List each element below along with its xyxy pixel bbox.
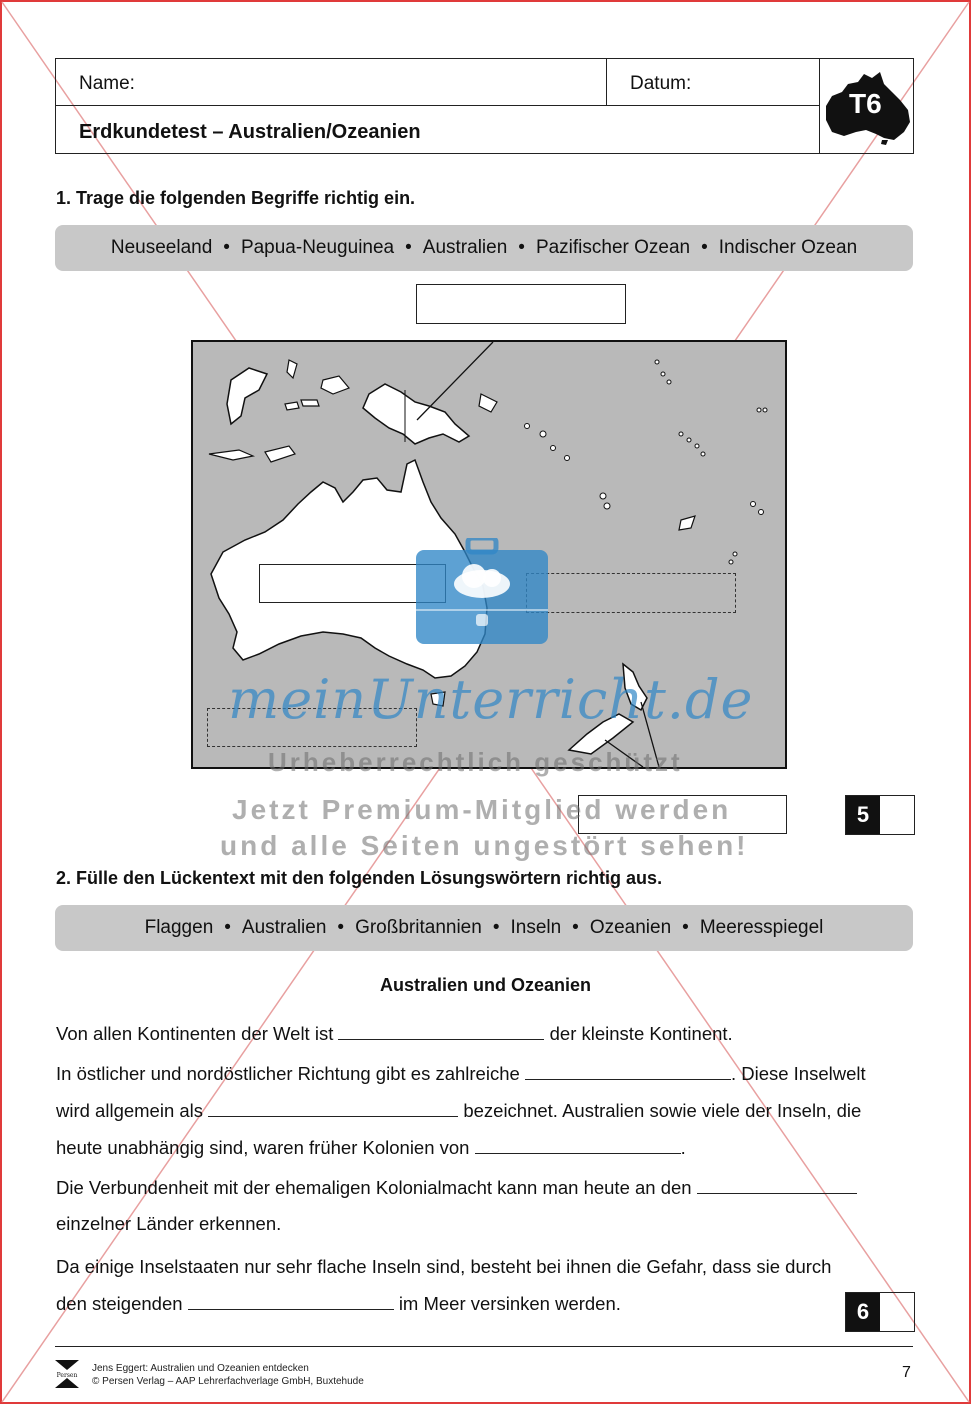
test-title: Erdkundetest – Australien/Ozeanien (79, 121, 421, 143)
term: Neuseeland (110, 237, 213, 258)
page-number: 7 (902, 1364, 911, 1381)
footer-copyright: © Persen Verlag – AAP Lehrerfachverlage GmbH, Buxtehude (92, 1376, 364, 1387)
cloze-line-2 (56, 1063, 866, 1085)
blank-3[interactable] (208, 1100, 458, 1117)
persen-logo-text: Persen (56, 1372, 78, 1379)
score-task1: 5 (846, 796, 880, 834)
cloze-subtitle: Australien und Ozeanien (379, 975, 592, 995)
cloze-line-6: einzelner Länder erkennen. (56, 1213, 282, 1234)
header-divider (55, 105, 819, 106)
term: Australien (241, 917, 327, 938)
briefcase-watermark-icon (416, 538, 548, 644)
cloze-text: der kleinste Kontinent. (549, 1023, 733, 1044)
cloze-line-3 (56, 1100, 861, 1122)
separator: • (518, 237, 525, 258)
cloze-text: wird allgemein als (56, 1100, 204, 1121)
blank-5[interactable] (697, 1177, 857, 1194)
watermark-copyright: Urheberrechtlich geschützt (268, 747, 683, 777)
task1-wordbox (55, 225, 913, 271)
separator: • (405, 237, 412, 258)
term: Großbritannien (355, 917, 482, 938)
task2-heading: 2. Fülle den Lückentext mit den folgenden Lösungswörtern richtig aus. (56, 868, 663, 888)
watermark-premium: Jetzt Premium-Mitglied werden (232, 794, 732, 825)
footer-author: Jens Eggert: Australien und Ozeanien entdecken (92, 1363, 309, 1374)
cloze-line-5 (56, 1177, 857, 1199)
cloze-text: . Diese Inselwelt (730, 1063, 866, 1084)
term: Flaggen (144, 917, 214, 938)
separator: • (492, 917, 500, 938)
task2-wordbox (55, 905, 913, 951)
score-box-task1 (845, 795, 915, 835)
cloze-line-7: Da einige Inselstaaten nur sehr flache Inseln sind, besteht bei ihnen die Gefahr, dass sie durch (56, 1256, 832, 1277)
cloze-line-4 (56, 1137, 686, 1159)
cloze-text: bezeichnet. Australien sowie viele der Inseln, die (463, 1100, 862, 1121)
cloze-text: Die Verbundenheit mit der ehemaligen Kolonialmacht kann man heute an den (56, 1177, 692, 1198)
watermark-brand: meinUnterricht.de (228, 668, 754, 731)
header-divider-badge (819, 58, 820, 153)
label-box-papua-neuguinea[interactable] (416, 284, 626, 324)
watermark-unlock: und alle Seiten ungestört sehen! (220, 830, 749, 861)
separator: • (337, 917, 345, 938)
term: Indischer Ozean (718, 237, 858, 258)
term: Meeresspiegel (699, 917, 824, 938)
label-box-pazifischer-ozean[interactable] (526, 573, 736, 613)
cloze-text: . (680, 1137, 686, 1158)
persen-logo-icon (55, 1360, 79, 1388)
name-label: Name: (79, 73, 135, 94)
blank-6[interactable] (188, 1293, 394, 1310)
date-label: Datum: (630, 73, 692, 94)
cloze-text: heute unabhängig sind, waren früher Kolonien von (56, 1137, 470, 1158)
term: Inseln (510, 917, 562, 938)
cloze-text: Von allen Kontinenten der Welt ist (56, 1023, 334, 1044)
badge-label: T6 (849, 88, 882, 119)
term: Ozeanien (589, 917, 672, 938)
cloze-text: den steigenden (56, 1293, 183, 1314)
separator: • (223, 237, 230, 258)
term: Pazifischer Ozean (535, 237, 691, 258)
blank-4[interactable] (475, 1137, 681, 1154)
blank-2[interactable] (525, 1063, 731, 1080)
score-box-task2 (845, 1292, 915, 1332)
cloze-line-1 (56, 1023, 733, 1045)
separator: • (224, 917, 231, 938)
separator: • (682, 917, 689, 938)
term: Papua-Neuguinea (240, 237, 395, 258)
header-divider-vertical (606, 58, 607, 105)
task1-heading: 1. Trage die folgenden Begriffe richtig ein. (56, 188, 416, 208)
term: Australien (422, 237, 508, 258)
cloze-text: In östlicher und nordöstlicher Richtung gibt es zahlreiche (56, 1063, 520, 1084)
footer-divider (55, 1346, 913, 1347)
separator: • (572, 917, 579, 938)
blank-1[interactable] (338, 1023, 544, 1040)
cloze-text: im Meer versinken werden. (398, 1293, 621, 1314)
cloze-line-8 (56, 1293, 621, 1315)
score-task2: 6 (846, 1293, 880, 1331)
separator: • (701, 237, 708, 258)
